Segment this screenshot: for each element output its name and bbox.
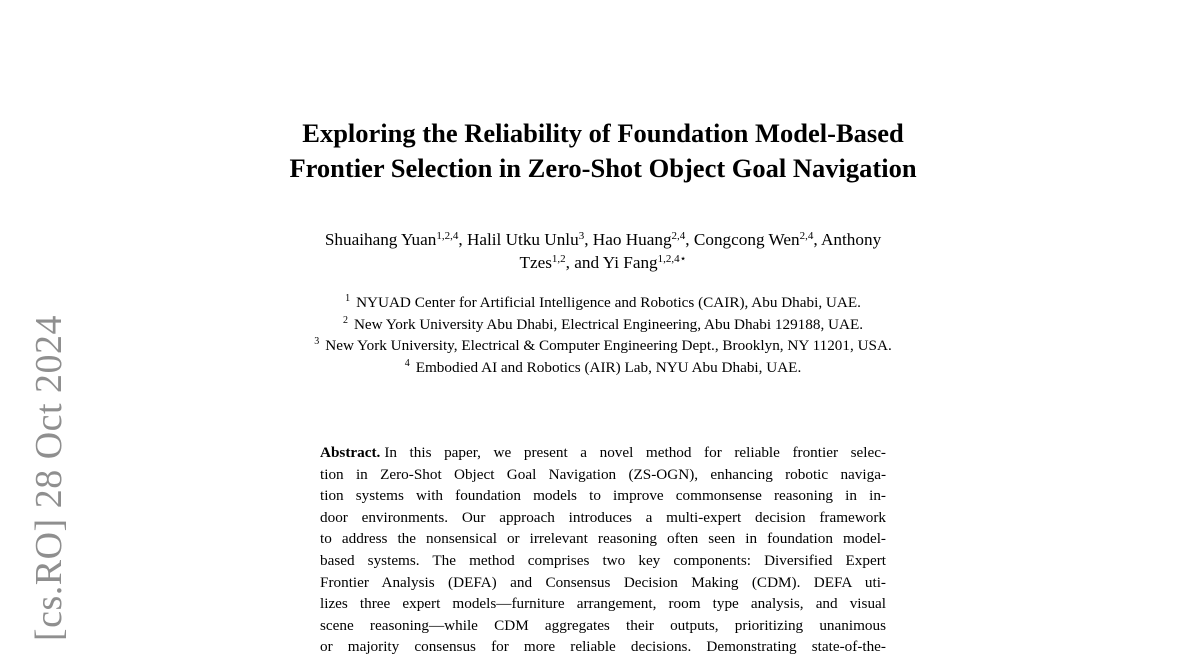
affiliation-3 — [0, 335, 1200, 357]
affiliation-text: New York University, Electrical & Computer Engineering Dept., Brooklyn, NY 11201, USA. — [325, 337, 892, 355]
abstract-line: Frontier Analysis (DEFA) and Consensus Decision Making (CDM). DEFA uti- — [320, 573, 886, 591]
author-affiliation-marks: 1,2,4 — [436, 230, 459, 242]
affiliation-list — [0, 292, 1200, 378]
author-affiliation-marks: 3 — [578, 230, 585, 242]
abstract-line: scene reasoning—while CDM aggregates their outputs, prioritizing unanimous — [320, 616, 886, 634]
author-line-2 — [250, 251, 956, 274]
title-line-2: Frontier Selection in Zero-Shot Object Goal Navigation — [289, 153, 917, 183]
affiliation-number: 3 — [314, 336, 320, 348]
author-name: Shuaihang Yuan — [324, 230, 437, 249]
abstract-line — [320, 442, 886, 464]
abstract-label: Abstract. — [320, 444, 381, 461]
affiliation-text: New York University Abu Dhabi, Electrical Engineering, Abu Dhabi 129188, UAE. — [353, 315, 864, 333]
author-separator: , — [458, 230, 467, 249]
affiliation-text: NYUAD Center for Artificial Intelligence and Robotics (CAIR), Abu Dhabi, UAE. — [356, 294, 861, 311]
affiliation-2 — [0, 314, 1200, 336]
affiliation-text: Embodied AI and Robotics (AIR) Lab, NYU Abu Dhabi, UAE. — [415, 358, 802, 376]
affiliation-number: 1 — [345, 293, 351, 304]
abstract-line-text: In this paper, we present a novel method for reliable frontier selec- — [384, 444, 886, 461]
abstract-line: door environments. Our approach introduces a multi-expert decision framework — [320, 508, 886, 526]
author-separator: , — [584, 230, 593, 249]
abstract-line: lizes three expert models—furniture arrangement, room type analysis, and visual — [320, 595, 886, 613]
author-affiliation-marks: 1,2,4⋆ — [657, 253, 687, 265]
paper-title — [0, 116, 1200, 186]
author-name: Halil Utku Unlu — [466, 230, 579, 249]
title-line-1: Exploring the Reliability of Foundation Model-Based — [302, 118, 904, 148]
abstract-section — [320, 442, 886, 658]
abstract-line: tion in Zero-Shot Object Goal Navigation (ZS-OGN), enhancing robotic naviga- — [320, 465, 886, 483]
affiliation-1 — [0, 292, 1200, 314]
abstract-line: based systems. The method comprises two key components: Diversified Expert — [320, 551, 886, 569]
author-name: Congcong Wen — [693, 230, 800, 249]
author-name: Yi Fang — [602, 253, 658, 272]
author-name: Hao Huang — [592, 230, 672, 249]
arxiv-identifier-stamp: [cs.RO] 28 Oct 2024 — [28, 314, 70, 642]
author-affiliation-marks: 1,2 — [551, 253, 566, 265]
abstract-line: to address the nonsensical or irrelevant reasoning often seen in foundation model- — [320, 530, 886, 548]
affiliation-number: 2 — [342, 314, 348, 326]
author-separator: , — [685, 230, 694, 249]
author-affiliation-marks: 2,4 — [671, 230, 686, 242]
author-line-1 — [250, 228, 956, 251]
affiliation-number: 4 — [404, 357, 410, 369]
affiliation-4 — [0, 357, 1200, 379]
author-list — [250, 228, 956, 274]
author-separator: , and — [565, 253, 603, 272]
abstract-line: or majority consensus for more reliable decisions. Demonstrating state-of-the- — [320, 638, 886, 656]
abstract-line: tion systems with foundation models to improve commonsense reasoning in in- — [320, 487, 886, 505]
author-name: Tzes — [519, 253, 552, 272]
author-affiliation-marks: 2,4 — [799, 230, 814, 242]
author-separator: , Anthony — [813, 230, 882, 249]
